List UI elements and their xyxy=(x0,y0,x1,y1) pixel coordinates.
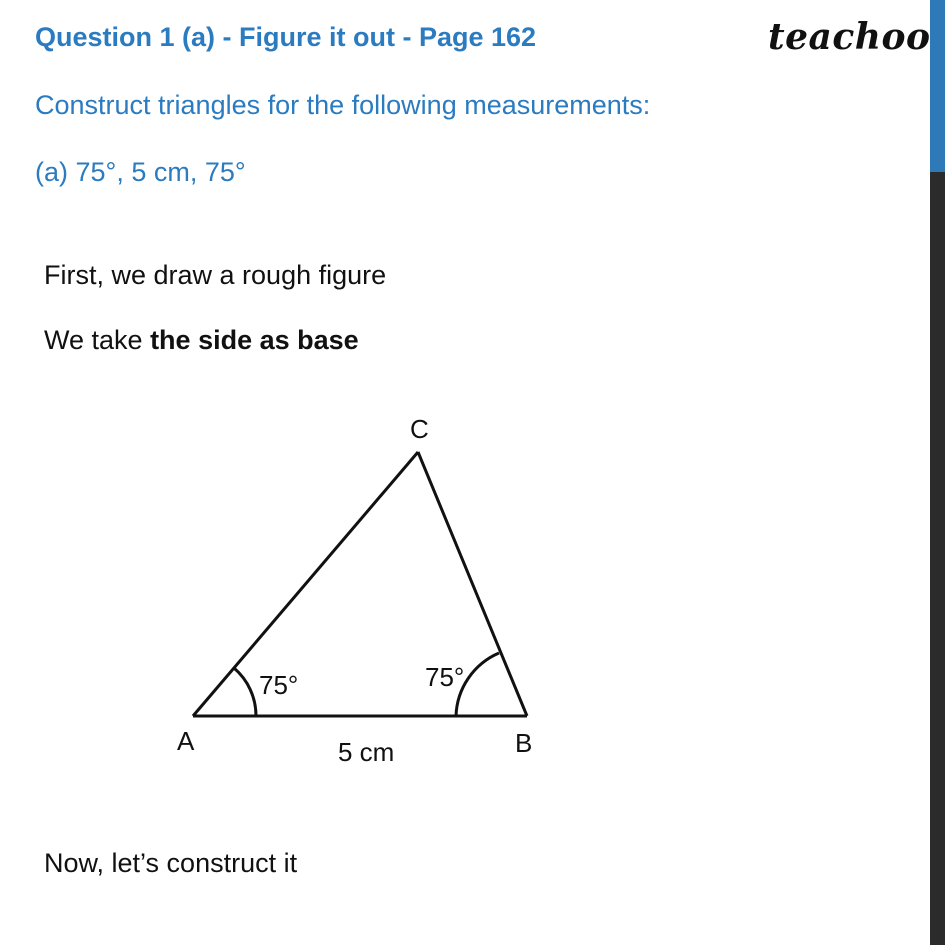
construct-text: Now, let’s construct it xyxy=(44,848,298,878)
question-title: Question 1 (a) - Figure it out - Page 162 xyxy=(35,22,537,52)
side-as-base-bold: the side as base xyxy=(150,325,359,355)
side-as-base-prefix: We take xyxy=(44,325,151,355)
angle-b-label: 75° xyxy=(425,662,465,692)
angle-a-arc xyxy=(234,668,256,716)
rough-figure-text: First, we draw a rough figure xyxy=(44,260,387,290)
side-ab-label: 5 cm xyxy=(338,737,395,767)
vertex-c-label: C xyxy=(410,414,429,444)
vertex-b-label: B xyxy=(515,728,533,758)
vertex-a-label: A xyxy=(177,726,195,756)
side-ac xyxy=(193,452,418,716)
angle-a-label: 75° xyxy=(259,670,299,700)
question-part: (a) 75°, 5 cm, 75° xyxy=(35,157,246,187)
teachoo-logo: teachoo xyxy=(768,16,931,58)
question-prompt: Construct triangles for the following measurements: xyxy=(35,90,651,120)
